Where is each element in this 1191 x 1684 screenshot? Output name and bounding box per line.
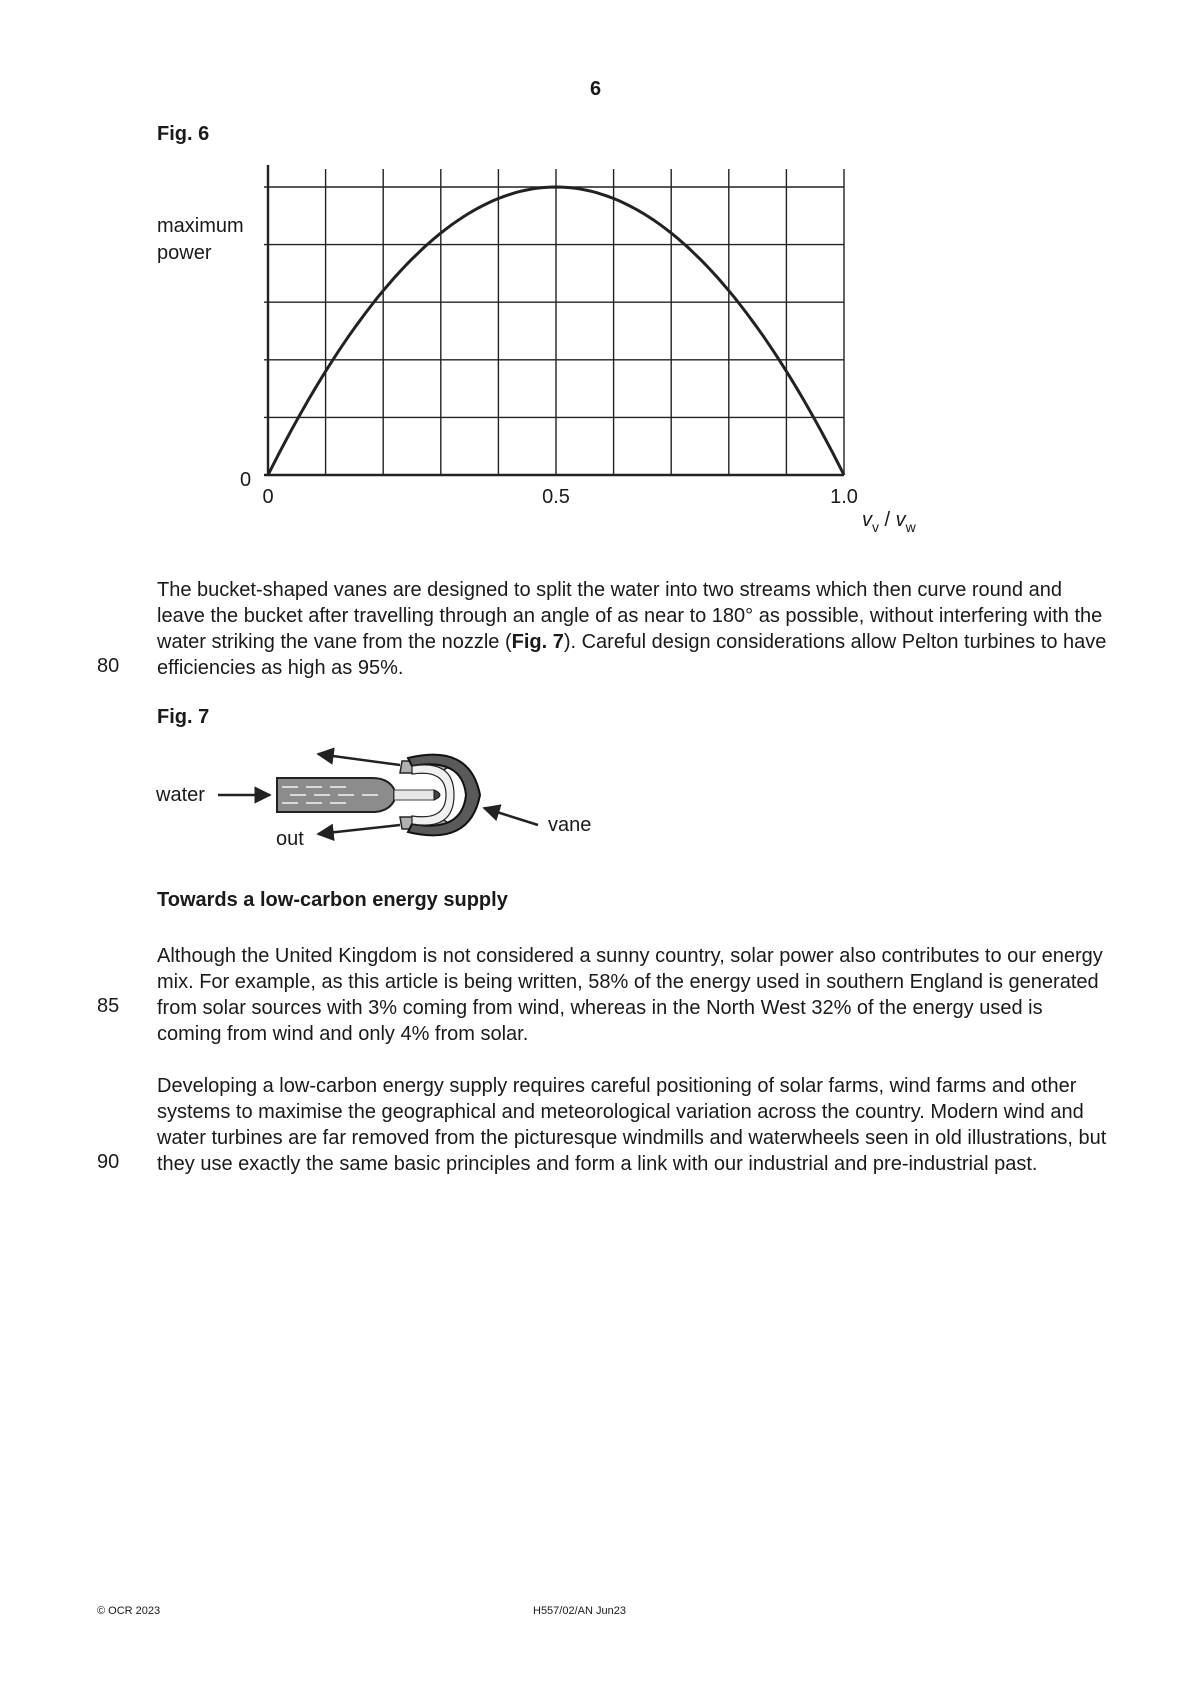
fig7-label: Fig. 7 — [157, 706, 210, 728]
x-tick-0.5: 0.5 — [542, 486, 570, 508]
fig7-reference: Fig. 7 — [511, 631, 564, 653]
x-label-v: v — [862, 509, 872, 531]
y-tick-0: 0 — [240, 469, 252, 491]
fig6-chart — [140, 165, 940, 555]
vane-arrow — [484, 808, 538, 825]
x-tick-0: 0 — [262, 486, 274, 508]
out-arrow-upper — [318, 754, 400, 765]
fig6-label: Fig. 6 — [157, 123, 210, 145]
x-axis-label — [862, 509, 917, 535]
out-arrow-lower — [318, 825, 400, 834]
paragraph-1 — [157, 577, 1107, 681]
x-label-w: v — [895, 509, 906, 531]
paragraph-1-text: The bucket-shaped vanes are designed to split the water into two streams which then curve round and leave the bucket after travelling through an angle of as near to 180° as possible, without interfering with the water striking the vane from the nozzle ( — [157, 579, 1103, 653]
footer-paper-code: H557/02/AN Jun23 — [533, 1605, 626, 1617]
footer-copyright: © OCR 2023 — [97, 1605, 161, 1617]
line-number-80: 80 — [97, 655, 120, 677]
paragraph-3-text: Developing a low-carbon energy supply requires careful positioning of solar farms, wind farms and other systems to maximise the geographical and meteorological variation across the country. Modern wind and water turbines are far removed from the picturesque windmills and waterwheels seen in old illustrations, but they use exactly the same basic principles and form a link with our industrial and pre-industrial past. — [157, 1075, 1107, 1175]
paragraph-2 — [157, 943, 1107, 1047]
x-label-slash: / — [879, 509, 896, 531]
out-label: out — [276, 828, 304, 850]
x-label-v-sub: v — [872, 519, 879, 535]
fig7-diagram — [150, 745, 610, 860]
water-jet — [394, 790, 434, 800]
line-number-85: 85 — [97, 995, 120, 1017]
chart-grid — [264, 165, 844, 475]
vane-splitter — [434, 790, 440, 800]
paragraph-3 — [157, 1073, 1107, 1177]
paragraph-1-text-end: ). Careful design considerations allow Pelton turbines to have efficiencies as high as 95%. — [157, 631, 1107, 679]
x-label-w-sub: w — [905, 519, 916, 535]
paragraph-2-text: Although the United Kingdom is not considered a sunny country, solar power also contributes to our energy mix. For example, as this article is being written, 58% of the energy used in southern England is generated from solar sources with 3% coming from wind, whereas in the North West 32% of the energy used is coming from wind and only 4% from solar. — [157, 945, 1103, 1045]
y-axis-label-line1: maximum — [157, 215, 244, 237]
x-tick-1.0: 1.0 — [830, 486, 858, 508]
section-heading: Towards a low-carbon energy supply — [157, 889, 508, 911]
water-label: water — [156, 784, 205, 806]
page-number: 6 — [589, 78, 602, 100]
y-axis-label-line2: power — [157, 242, 212, 264]
svg-text:vv / vw — [862, 509, 917, 535]
line-number-90: 90 — [97, 1151, 120, 1173]
vane-label: vane — [548, 814, 592, 836]
